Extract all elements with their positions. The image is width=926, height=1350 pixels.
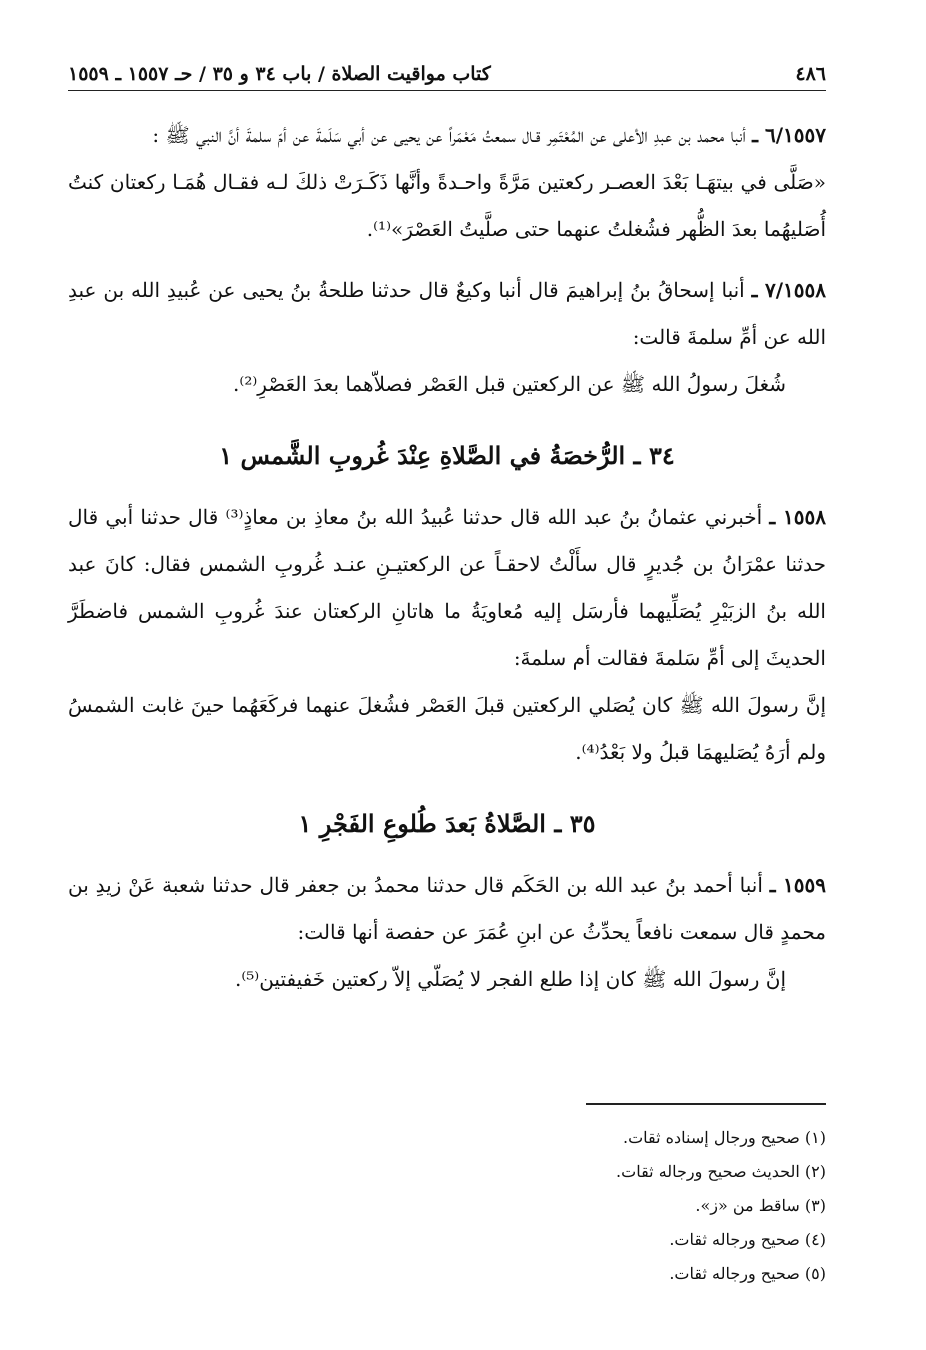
footnotes — [586, 1103, 826, 1291]
hadith-number: ١٥٥٨ ـ — [769, 505, 826, 529]
hadith-1558-isnad — [68, 494, 826, 682]
hadith-number: ٦/١٥٥٧ ـ — [752, 123, 826, 147]
hadith-1558-7-matn: شُغلَ رسولُ الله ﷺ عن الركعتين قبل العَصْر فصلاّهما بعدَ العَصْرِ⁽²⁾. — [233, 372, 786, 396]
hadith-1559-isnad — [68, 862, 826, 956]
running-header — [68, 58, 826, 91]
chapter-35-heading: ٣٥ ـ الصَّلاةُ بَعدَ طُلوعِ الفَجْرِ ١ — [298, 809, 596, 838]
isnad-text: أنبا إسحاقُ بنُ إبراهيمَ قال أنبا وكيعٌ قال حدثنا طلحةُ بنُ يحيى عن عُبيدِ الله بن عبدِ الله عن أمِّ سلمةَ قالت: — [68, 278, 826, 349]
isnad-text: أنبا أحمد بنُ عبد الله بن الحَكَم قال حدثنا محمدُ بن جعفر قال حدثنا شعبة عَنْ زيدِ بن محمدٍ قال سمعت نافعاً يحدِّثُ عن ابنِ عُمَرَ عن حفصة أنها قالت: — [68, 873, 826, 944]
hadith-1557-matn: «صَلَّى في بيتهَـا بَعْدَ العصـر ركعتين مَرَّةً واحـدةً وأنَّها ذَكَـرَتْ ذلكَ لـه فقـال هُمَـا ركعتان كنتُ أُصَليهُما بعدَ الظُّهر فشُغلتُ عنهما حتى صلَّيتُ العَصْرَ»⁽¹⁾. — [68, 170, 826, 241]
isnad-text: أخبرني عثمانُ بنُ عبد الله قال حدثنا عُبيدُ الله بنُ معاذِ بن معاذٍ⁽³⁾ قال حدثنا أبي قال حدثنا عمْرَانُ بن جُديرٍ قال سأَلْتُ لاحقـاً عن الركعتيـنِ عنـد غُروبِ الشمس فقال: كانَ عبد الله بنُ الزبَيْرِ يُصَلِّيهما فأرسَل إليه مُعاويَةُ ما هاتانِ الركعتان عندَ غُروبِ الشمس فاضطَرَّ الحديثَ إلى أمِّ سَلمةَ فقالت أم سلمةَ: — [68, 505, 826, 670]
main-text — [68, 112, 826, 1003]
chapter-34-heading: ٣٤ ـ الرُّخصَةُ في الصَّلاةِ عِنْدَ غُروبِ الشَّمس ١ — [219, 441, 675, 470]
running-title: كتاب مواقيت الصلاة / باب ٣٤ و ٣٥ / حـ ١٥٥٧ ـ ١٥٥٩ — [68, 63, 491, 85]
hadith-number: ٧/١٥٥٨ ـ — [751, 278, 826, 302]
hadith-1557-isnad — [68, 112, 826, 159]
footnote-4: (٤) صحيح ورجاله ثقات. — [669, 1230, 826, 1249]
isnad-text: أنبا محمد بن عبدِ الأعلى عن المُعْتَمِر قـال سمعتُ مَعْمَراً عن يحيى عن أبي سَلَمةَ عن أمّ سلمةَ أنَّ النبي ﷺ : — [152, 123, 746, 147]
hadith-number: ١٥٥٩ ـ — [769, 873, 826, 897]
page-number: ٤٨٦ — [795, 63, 826, 85]
hadith-1558-matn: إنَّ رسولَ الله ﷺ كان يُصَلي الركعتين قبلَ العَصْر فشُغلَ عنهما فركَعَهُما حينَ غابت الشمسُ ولم أرَهُ يُصَليهمَا قبلُ ولا بَعْدُ⁽⁴⁾. — [68, 693, 826, 764]
hadith-1559-matn: إنَّ رسولَ الله ﷺ كان إذا طلع الفجر لا يُصَلّي إلاّ ركعتين خَفيفتين⁽⁵⁾. — [234, 967, 786, 991]
footnote-3: (٣) ساقط من «ز». — [695, 1196, 826, 1215]
hadith-1558-7-isnad — [68, 267, 826, 361]
footnote-1: (١) صحيح ورجال إسناده ثقات. — [623, 1128, 826, 1147]
footnote-5: (٥) صحيح ورجاله ثقات. — [669, 1264, 826, 1283]
footnote-2: (٢) الحديث صحيح ورجاله ثقات. — [616, 1162, 826, 1181]
